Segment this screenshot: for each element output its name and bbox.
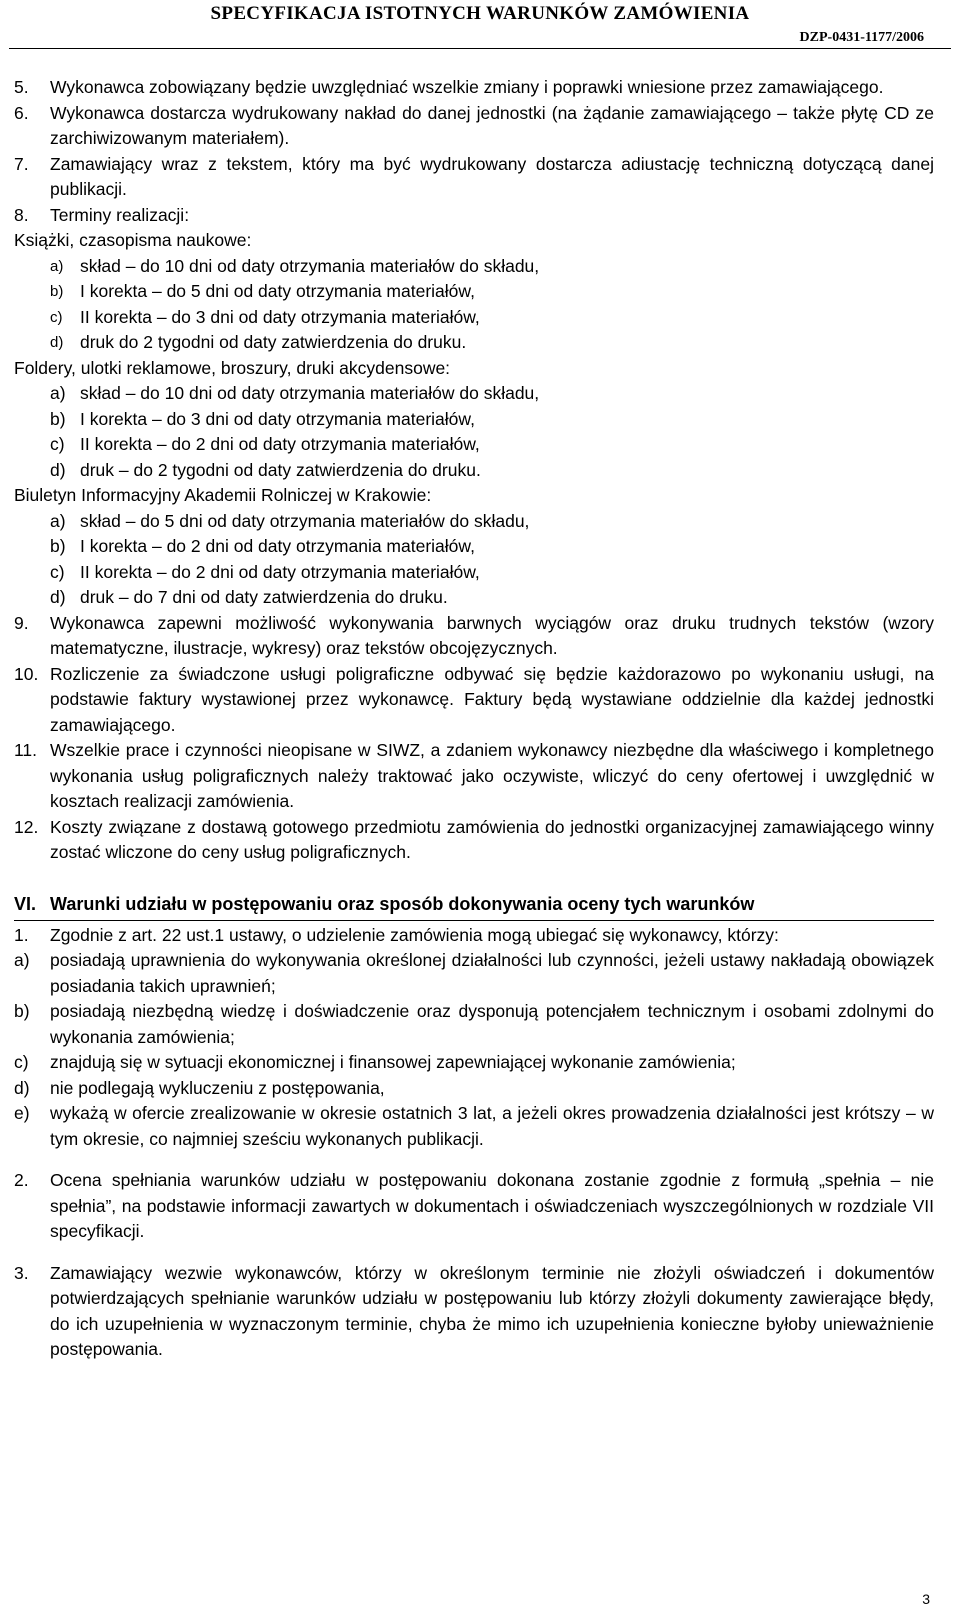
- sub-item: [14, 534, 934, 560]
- sub-item-letter: d): [50, 587, 66, 607]
- sub-item-text: wykażą w ofercie zrealizowanie w okresie ostatnich 3 lat, a jeżeli okres prowadzenia działalności jest krótszy – w tym okresie, co najmniej sześciu wykonanych publikacji.: [50, 1103, 934, 1149]
- item-text: Terminy realizacji:: [50, 204, 190, 225]
- item-text: Wykonawca zapewni możliwość wykonywania barwnych wyciągów oraz druku trudnych tekstów (wzory matematyczne, ilustracje, wykresy) oraz tekstów obcojęzycznych.: [50, 612, 934, 658]
- section-title: Warunki udziału w postępowaniu oraz sposób dokonywania oceny tych warunków: [50, 893, 755, 914]
- item-number: 1.: [14, 924, 29, 945]
- list-item: [14, 152, 934, 203]
- list-item: [14, 815, 934, 866]
- item-number: 10.: [14, 663, 39, 684]
- sub-item-letter: d): [50, 334, 64, 351]
- sub-item-text: znajdują się w sytuacji ekonomicznej i finansowej zapewniającej wykonanie zamówienia;: [50, 1052, 736, 1072]
- sub-item: [14, 305, 934, 331]
- item-number: 2.: [14, 1170, 29, 1190]
- sub-item-text: I korekta – do 5 dni od daty otrzymania materiałów,: [80, 281, 475, 301]
- sub-item-letter: a): [14, 950, 30, 970]
- sub-item-letter: c): [50, 308, 63, 326]
- sub-item: [14, 330, 934, 356]
- sub-item-letter: d): [50, 459, 66, 480]
- sub-item: [14, 585, 934, 611]
- item-text: Ocena spełniania warunków udziału w postępowaniu dokonana zostanie zgodnie z formułą „spełnia – nie spełnia”, na podstawie informacji zawartych w dokumentach i oświadczeniach wyszczególnionych w rozdziale VII specyfikacji.: [50, 1170, 934, 1241]
- document-header-title: SPECYFIKACJA ISTOTNYCH WARUNKÓW ZAMÓWIENIA: [210, 3, 750, 24]
- list-item: [14, 738, 934, 815]
- sub-item: [14, 458, 934, 484]
- sub-item-text: I korekta – do 3 dni od daty otrzymania materiałów,: [80, 408, 475, 429]
- sub-item-letter: a): [50, 510, 66, 531]
- item-number: 5.: [14, 77, 29, 97]
- sub-item-letter: a): [50, 257, 64, 275]
- sub-item: [14, 1076, 934, 1102]
- sub-item: [14, 509, 934, 535]
- section-heading: [14, 888, 934, 921]
- item-number: 3.: [14, 1262, 29, 1283]
- document-body: [14, 75, 934, 1363]
- sub-item-letter: d): [14, 1077, 30, 1098]
- sub-item-text: nie podlegają wykluczeniu z postępowania,: [50, 1077, 385, 1098]
- sub-item-letter: a): [50, 383, 66, 403]
- item-text: Wykonawca dostarcza wydrukowany nakład do danej jednostki (na żądanie zamawiającego – także płytę CD ze zarchiwizowanym materiałem).: [50, 102, 934, 148]
- item-text: Zgodnie z art. 22 ust.1 ustawy, o udzielenie zamówienia mogą ubiegać się wykonawcy, którzy:: [50, 924, 779, 945]
- item-number: 7.: [14, 153, 29, 174]
- sub-item: [14, 279, 934, 305]
- item-text: Zamawiający wezwie wykonawców, którzy w określonym terminie nie złożyli oświadczeń i dokumentów potwierdzających spełnianie warunków udziału w postępowaniu lub którzy złożyli dokumenty zawierające błędy, do ich uzupełnienia w wyznaczonym terminie, chyba że mimo ich uzupełnienia konieczne byłoby unieważnienie postępowania.: [50, 1262, 934, 1359]
- sub-item-text: II korekta – do 2 dni od daty otrzymania materiałów,: [80, 434, 480, 454]
- sub-item-text: skład – do 10 dni od daty otrzymania materiałów do składu,: [80, 383, 540, 403]
- group-title: Biuletyn Informacyjny Akademii Rolniczej w Krakowie:: [14, 485, 432, 505]
- group-title: Książki, czasopisma naukowe:: [14, 230, 252, 250]
- list-item: [14, 923, 934, 949]
- item-text: Rozliczenie za świadczone usługi poligraficzne odbywać się będzie każdorazowo po wykonaniu usługi, na podstawie faktury wystawionej przez wykonawcę. Faktury będą wystawiane oddzielnie dla każdej jednostki zamawiającego.: [50, 663, 934, 735]
- sub-item-text: druk – do 2 tygodni od daty zatwierdzenia do druku.: [80, 459, 481, 480]
- document-reference-number: DZP-0431-1177/2006: [799, 30, 924, 45]
- sub-item-text: skład – do 10 dni od daty otrzymania materiałów do składu,: [80, 255, 540, 276]
- sub-item-letter: b): [14, 1001, 30, 1021]
- sub-item-text: II korekta – do 3 dni od daty otrzymania materiałów,: [80, 306, 480, 327]
- sub-item: [14, 407, 934, 433]
- list-item: [14, 611, 934, 662]
- sub-item-letter: c): [50, 434, 65, 454]
- list-item: [14, 1168, 934, 1245]
- sub-item-text: II korekta – do 2 dni od daty otrzymania materiałów,: [80, 561, 480, 582]
- sub-item-text: posiadają niezbędną wiedzę i doświadczenie oraz dysponują potencjałem technicznym i osobami zdolnymi do wykonania zamówienia;: [50, 1001, 934, 1047]
- sub-item-text: druk do 2 tygodni od daty zatwierdzenia do druku.: [80, 332, 467, 352]
- item-number: 8.: [14, 204, 29, 225]
- group-title: Foldery, ulotki reklamowe, broszury, druki akcydensowe:: [14, 357, 451, 378]
- section-number: VI.: [14, 893, 37, 914]
- sub-item: [14, 432, 934, 458]
- sub-item-letter: c): [14, 1052, 29, 1072]
- sub-item-letter: b): [50, 536, 66, 556]
- sub-item: [14, 560, 934, 586]
- sub-item-letter: b): [50, 408, 66, 429]
- list-item: [14, 662, 934, 739]
- item-text: Wszelkie prace i czynności nieopisane w SIWZ, a zdaniem wykonawcy niezbędne dla właściwego i kompletnego wykonania usług poligraficznych należy traktować jako oczywiste, wliczyć do ceny ofertowej i uwzględnić w kosztach realizacji zamówienia.: [50, 740, 934, 811]
- header-rule: [9, 48, 951, 49]
- sub-item: [14, 1050, 934, 1076]
- sub-item-letter: c): [50, 561, 65, 582]
- sub-item-letter: e): [14, 1103, 30, 1123]
- item-text: Wykonawca zobowiązany będzie uwzględniać wszelkie zmiany i poprawki wniesione przez zamawiającego.: [50, 77, 884, 97]
- sub-item: [14, 1101, 934, 1152]
- item-number: 11.: [14, 740, 38, 760]
- sub-item: [14, 999, 934, 1050]
- sub-item: [14, 381, 934, 407]
- item-text: Koszty związane z dostawą gotowego przedmiotu zamówienia do jednostki organizacyjnej zamawiającego winny zostać wliczone do ceny usług poligraficznych.: [50, 816, 934, 862]
- sub-item-text: druk – do 7 dni od daty zatwierdzenia do druku.: [80, 587, 448, 607]
- sub-item-letter: b): [50, 283, 64, 300]
- page-number: 3: [922, 1591, 930, 1607]
- list-item: [14, 203, 934, 229]
- sub-item-text: posiadają uprawnienia do wykonywania określonej działalności lub czynności, jeżeli ustawy nakładają obowiązek posiadania takich uprawnień;: [50, 950, 934, 996]
- paragraph-gap: [14, 1152, 934, 1168]
- item-text: Zamawiający wraz z tekstem, który ma być wydrukowany dostarcza adiustację techniczną dotyczącą danej publikacji.: [50, 153, 934, 199]
- sub-item-text: I korekta – do 2 dni od daty otrzymania materiałów,: [80, 536, 475, 556]
- list-item: [14, 101, 934, 152]
- sub-item: [14, 948, 934, 999]
- sub-item: [14, 254, 934, 280]
- sub-item-text: skład – do 5 dni od daty otrzymania materiałów do składu,: [80, 510, 530, 531]
- list-item: [14, 1261, 934, 1363]
- item-number: 6.: [14, 102, 29, 123]
- list-item: [14, 75, 934, 101]
- item-number: 9.: [14, 612, 29, 633]
- paragraph-gap: [14, 1245, 934, 1261]
- item-number: 12.: [14, 816, 39, 837]
